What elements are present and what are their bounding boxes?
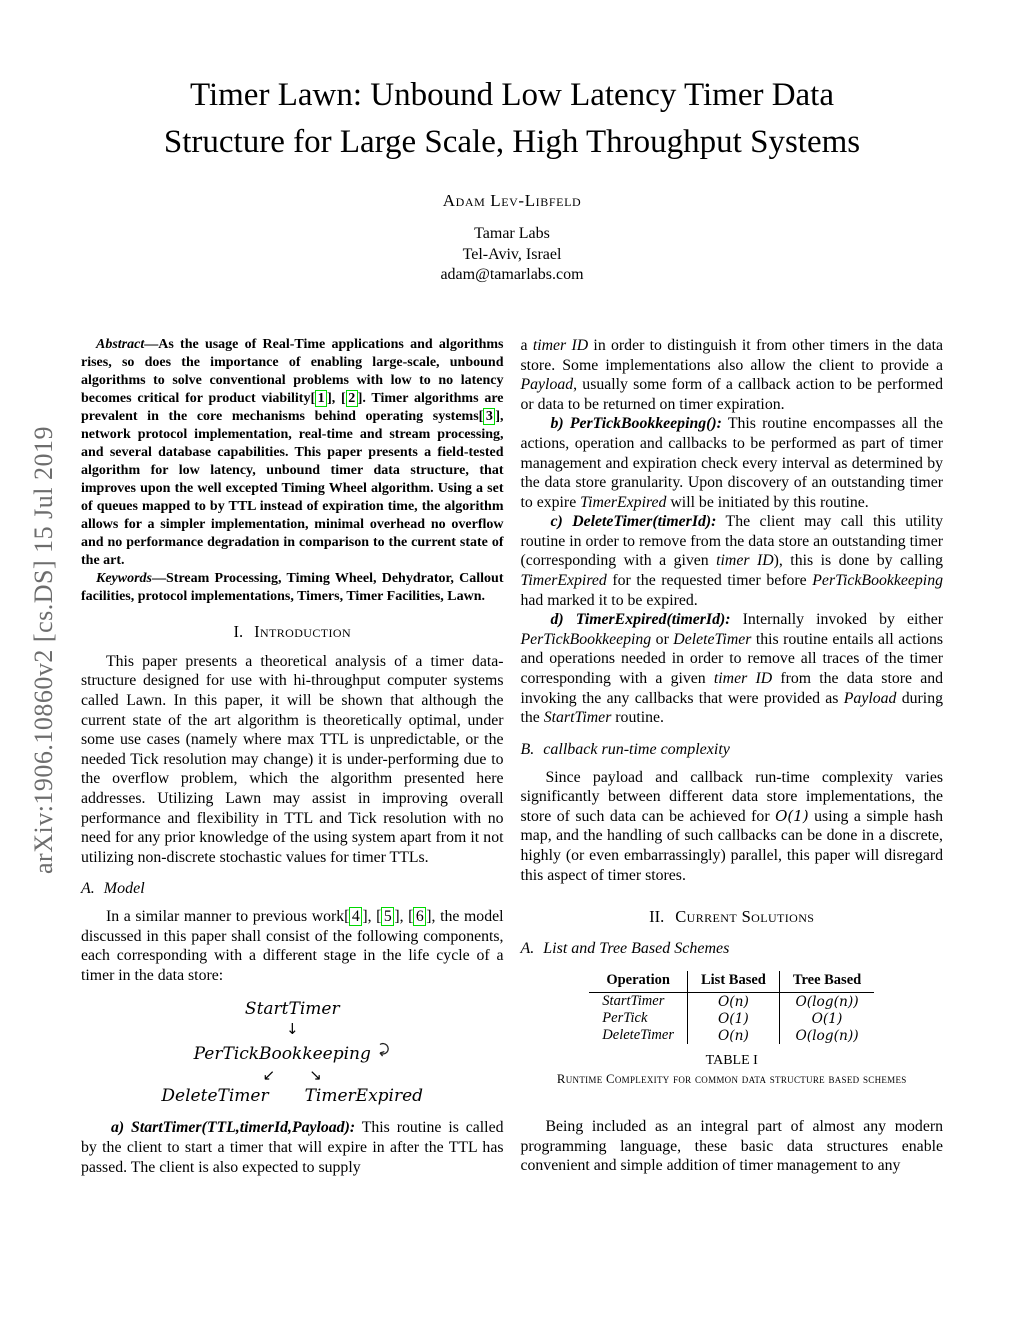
text-segment: StartTimer	[543, 709, 612, 727]
text-segment: this routine entails all actions and operations needed in order to remove all traces of the timer corresponding with a given	[520, 630, 943, 687]
author-name: Adam Lev-Libfeld	[442, 190, 582, 210]
text-segment: Being included as an integral part of almost any modern programming language, these basic data structures enable convenient and simple addition of timer management to any	[520, 1118, 943, 1175]
text-segment: c) DeleteTimer(timerId):	[550, 513, 717, 531]
section-title: Current Solutions	[675, 907, 815, 927]
diagram-branch-arrows	[81, 1066, 504, 1086]
table-cell-tree-complexity: O(log(n))	[779, 1027, 874, 1044]
text-segment: This routine encompasses all the actions, operation and callbacks to be performed as part of timer management and expiration check every interval as determined by the data store granularity. Upon discovery of an outstanding timer to expire	[520, 415, 943, 511]
text-segment: will be initiated by this routine.	[666, 493, 869, 511]
abstract-paragraph	[81, 336, 504, 570]
author-affiliation	[0, 224, 1024, 286]
text-segment: ], [	[362, 908, 382, 926]
text-segment: timer ID	[532, 337, 589, 355]
table-caption: Runtime Complexity for common data structure based schemes	[556, 1072, 907, 1087]
text-segment: , usually some form of a callback action to be performed or data to be returned on timer expiration.	[520, 376, 943, 413]
table-cell-tree-complexity: O(1)	[779, 1010, 874, 1027]
text-segment: —As the usage of Real-Time applications and algorithms rises, so does the importance of enabling large-scale, unbound algorithms to solve conventional problems with low to no latency becomes critical for product viability[	[81, 337, 504, 407]
section-heading-current-solutions	[521, 907, 944, 927]
table-cell-operation: DeleteTimer	[602, 1027, 674, 1044]
citation-link[interactable]: 4	[349, 907, 362, 926]
introduction-paragraph	[81, 652, 504, 867]
text-segment: had marked it to be expired.	[520, 591, 698, 609]
paper-header	[0, 0, 1024, 286]
table-header-list-based: List Based	[687, 971, 779, 993]
citation-link[interactable]: 6	[413, 907, 426, 926]
text-segment: timer ID	[713, 669, 773, 687]
diagram-bottom-nodes	[81, 1085, 504, 1108]
citation-link[interactable]: 5	[381, 907, 394, 926]
table-cell-list-complexity: O(n)	[687, 993, 779, 1011]
text-segment: a) StartTimer(TTL,timerId,Payload):	[111, 1119, 356, 1137]
table-row	[589, 1027, 874, 1044]
text-segment: ], network protocol implementation, real-time and stream processing, and several database capabilities. This paper presents a field-tested algorithm for low latency, unbound timer data structure, that improves upon the well excepted Timing Wheel algorithm. Using a set of queues mapped to by TTL instead of expiration time, the algorithm allows for a simpler implementation, minimal overhead no overflow and no performance degradation in comparison to the current state of the art.	[81, 409, 504, 568]
diagram-node-timerexpired: TimerExpired	[304, 1086, 424, 1107]
item-d-timerexpired-paragraph	[521, 610, 944, 727]
timer-lifecycle-diagram	[81, 998, 504, 1109]
item-c-deletetimer-paragraph	[521, 512, 944, 610]
text-segment: b) PerTickBookkeeping():	[550, 415, 722, 433]
subsection-title: List and Tree Based Schemes	[543, 940, 730, 958]
section-heading-introduction	[81, 622, 504, 642]
citation-link[interactable]: 1	[315, 390, 327, 407]
text-segment: or	[651, 630, 674, 648]
model-paragraph	[81, 907, 504, 985]
subsection-number: B.	[520, 740, 535, 758]
table-row	[589, 1010, 874, 1027]
item-a-continued-paragraph	[521, 336, 944, 414]
runtime-complexity-table	[589, 971, 874, 1044]
text-segment: in order to distinguish it from other timers in the data store. Some implementations also allow the client to provide a	[520, 337, 943, 374]
table-number-label: TABLE I	[705, 1053, 758, 1069]
text-segment: Internally invoked by either	[730, 611, 943, 629]
down-right-arrow-icon: ↘	[309, 1065, 322, 1084]
text-segment: The client may call this utility routine in order to remove from the data store an outstanding timer (corresponding with a given	[520, 513, 943, 570]
text-segment: routine.	[611, 709, 664, 727]
subsection-heading-model	[81, 880, 504, 898]
text-segment: Since payload and callback run-time complexity varies significantly between different data store implementations, the store of such data can be achieved for	[520, 768, 943, 825]
table-cell-tree-complexity: O(log(n))	[779, 993, 874, 1011]
text-segment: ]. Timer algorithms are prevalent in the core mechanisms behind operating systems[	[81, 391, 504, 425]
subsection-number: A.	[81, 880, 95, 898]
table-cell-list-complexity: O(n)	[687, 1027, 779, 1044]
closing-paragraph	[521, 1117, 944, 1176]
paper-title-line2: Structure for Large Scale, High Throughput Systems	[163, 123, 861, 160]
text-segment: ], [	[394, 908, 414, 926]
text-segment: TimerExpired	[520, 572, 607, 590]
subsection-heading-callback-complexity	[521, 741, 944, 759]
text-segment: a	[520, 337, 533, 355]
text-segment: Abstract	[96, 337, 145, 353]
diagram-node-pertickbookkeeping	[81, 1040, 504, 1066]
citation-link[interactable]: 3	[483, 408, 495, 425]
table-cell-operation: StartTimer	[602, 993, 665, 1010]
subsection-heading-list-tree-schemes	[521, 940, 944, 958]
text-segment: PerTickBookkeeping	[812, 572, 943, 590]
section-title: Introduction	[254, 621, 352, 641]
text-segment: In a similar manner to previous work[	[106, 908, 350, 926]
section-number: I.	[233, 621, 244, 641]
item-a-starttimer-paragraph	[81, 1118, 504, 1177]
text-segment: DeleteTimer	[673, 630, 752, 648]
text-segment: Payload	[843, 689, 897, 707]
paper-title	[0, 72, 1024, 166]
arxiv-watermark: arXiv:1906.10860v2 [cs.DS] 15 Jul 2019	[29, 426, 58, 874]
keywords-paragraph	[81, 570, 504, 606]
text-segment: using a simple hash map, and the handling of such callbacks can be done in a discrete, highly (or even embarrassingly) parallel, this paper will disregard this aspect of timer stores.	[520, 807, 943, 884]
self-loop-arrow-icon	[376, 1040, 391, 1057]
table-header	[589, 971, 874, 993]
text-segment: This routine is called by the client to start a timer that will expire in after the TTL has passed. The client is also expected to supply	[81, 1119, 504, 1176]
two-column-body	[81, 336, 943, 1177]
text-segment: —Stream Processing, Timing Wheel, Dehydrator, Callout facilities, protocol implementations, Timers, Timer Facilities, Lawn.	[81, 570, 504, 604]
text-segment: PerTickBookkeeping	[520, 630, 652, 648]
down-left-arrow-icon: ↙	[262, 1065, 276, 1084]
subsection-number: A.	[520, 940, 535, 958]
text-segment: for the requested timer before	[606, 572, 813, 590]
affiliation-org: Tamar Labs	[474, 224, 550, 242]
diagram-node-deletetimer: DeleteTimer	[161, 1086, 269, 1107]
table-body	[589, 993, 874, 1045]
affiliation-location: Tel-Aviv, Israel	[462, 245, 562, 263]
left-column	[81, 336, 504, 1177]
text-segment: ), this is done by calling	[773, 552, 943, 570]
down-arrow-icon: ↓	[285, 1020, 299, 1039]
table-header-operation: Operation	[589, 971, 687, 993]
table-cell-list-complexity: O(1)	[687, 1010, 779, 1027]
text-segment: Keywords	[96, 570, 152, 586]
text-segment: from the data store and invoking the any callbacks that were provided as	[520, 669, 944, 707]
table-cell-operation: PerTick	[602, 1010, 648, 1027]
affiliation-email: adam@tamarlabs.com	[440, 266, 584, 284]
text-segment: Payload	[520, 376, 574, 394]
paper-title-line1: Timer Lawn: Unbound Low Latency Timer Data	[189, 77, 835, 113]
text-segment: O(1)	[775, 806, 809, 825]
text-segment: d) TimerExpired(timerId):	[550, 611, 731, 629]
table-header-row	[589, 971, 874, 993]
item-b-pertickbookkeeping-paragraph	[521, 414, 944, 512]
text-segment: ], [	[327, 391, 346, 407]
citation-link[interactable]: 2	[346, 390, 358, 407]
text-segment: timer ID	[716, 552, 774, 570]
text-segment: TimerExpired	[580, 493, 667, 511]
table-row	[589, 993, 874, 1011]
subsection-title: Model	[103, 880, 145, 898]
diagram-node-pertick-label: PerTickBookkeeping	[193, 1043, 371, 1064]
diagram-node-starttimer: StartTimer	[244, 998, 340, 1019]
text-segment: during the	[520, 689, 943, 727]
right-column	[521, 336, 944, 1177]
text-segment: This paper presents a theoretical analysis of a timer data-structure designed for use with hi-throughput computer systems called Lawn. In this paper, it will be shown that although the current state of the art algorithm is theoretically optimal, under some use cases (namely where max TTL is unpredictable, or the needed Tick resolution may change) it is under-performing due to the overflow problem, which the algorithm presented here addresses. Utilizing Lawn may assist in improving overall performance and flexibility in TTL and Tick resolution with no need for any prior knowledge of the using system apart from it not utilizing non-discrete stochastic values for timer TTLs.	[81, 652, 504, 866]
subsection-title: callback run-time complexity	[543, 740, 730, 758]
text-segment: ], the model discussed in this paper shall consist of the following components, each corresponding with a different stage in the life cycle of a timer in the data store:	[81, 908, 504, 984]
section-number: II.	[649, 907, 665, 927]
table-header-tree-based: Tree Based	[779, 971, 874, 993]
callback-complexity-paragraph	[521, 768, 944, 885]
